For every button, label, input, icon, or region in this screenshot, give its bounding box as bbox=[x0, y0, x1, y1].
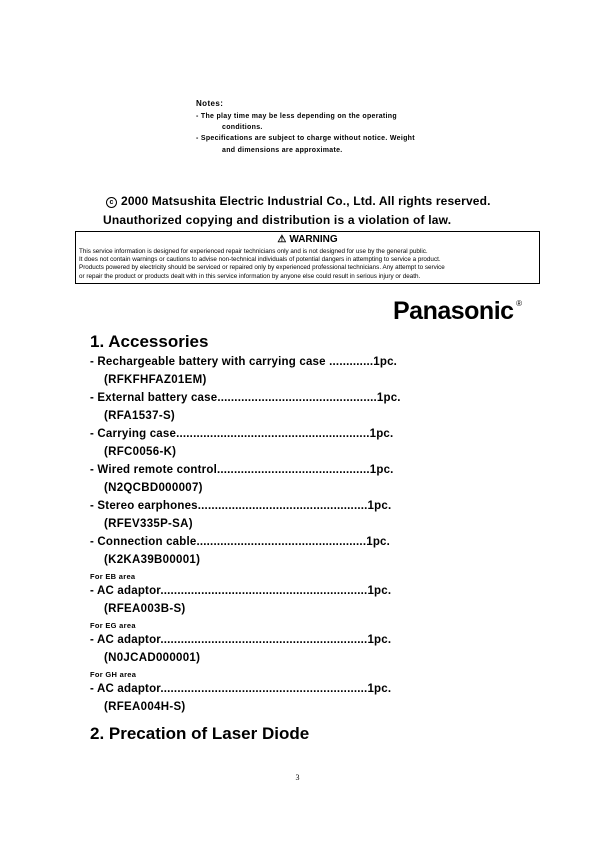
accessory-item: - Carrying case.........................................................1pc. bbox=[90, 428, 394, 440]
warning-triangle-icon: ⚠ bbox=[277, 234, 287, 245]
notes-title: Notes: bbox=[196, 99, 224, 108]
warning-line: or repair the product or products dealt with in this service information by anyone else could result in serious injury or death. bbox=[79, 272, 421, 280]
page-number: 3 bbox=[295, 773, 300, 782]
accessory-code: (K2KA39B00001) bbox=[104, 554, 201, 566]
warning-line: It does not contain warnings or cautions to advise non-technical individuals of potential dangers in attempting to service a product. bbox=[79, 256, 441, 264]
warning-line: Products powered by electricity should be serviced or repaired only by experienced professional technicians. Any attempt to service bbox=[79, 264, 445, 272]
section-title-accessories: 1. Accessories bbox=[90, 332, 209, 351]
logo-text: Panasonic bbox=[393, 297, 514, 325]
area-label: For EG area bbox=[90, 621, 136, 630]
area-label: For EB area bbox=[90, 572, 136, 581]
copyright-line bbox=[106, 194, 491, 208]
registered-mark: ® bbox=[516, 299, 522, 308]
copyright-text: 2000 Matsushita Electric Industrial Co., Ltd. All rights reserved. bbox=[121, 194, 491, 208]
accessory-code: (RFKFHFAZ01EM) bbox=[104, 374, 207, 386]
accessory-code: (RFEV335P-SA) bbox=[104, 518, 193, 530]
accessory-item: - AC adaptor.............................................................1pc. bbox=[90, 585, 392, 597]
accessory-item: - Rechargeable battery with carrying case .............1pc. bbox=[90, 356, 398, 368]
accessory-item: - External battery case...............................................1pc. bbox=[90, 392, 401, 404]
accessory-code: (RFC0056-K) bbox=[104, 446, 177, 458]
warning-title: WARNING bbox=[289, 234, 338, 245]
copyright-icon: c bbox=[106, 197, 117, 208]
note-specifications: - Specifications are subject to charge without notice. Weight bbox=[196, 135, 415, 142]
accessory-code: (N2QCBD000007) bbox=[104, 482, 203, 494]
warning-box bbox=[75, 231, 540, 284]
warning-header bbox=[76, 234, 539, 245]
warning-line: This service information is designed for experienced repair technicians only and is not designed for use by the general public. bbox=[79, 248, 428, 255]
accessory-code: (RFEA004H-S) bbox=[104, 701, 186, 713]
accessory-item: - AC adaptor.............................................................1pc. bbox=[90, 683, 392, 695]
accessory-code: (RFA1537-S) bbox=[104, 410, 176, 422]
accessory-item: - AC adaptor.............................................................1pc. bbox=[90, 634, 392, 646]
accessory-code: (RFEA003B-S) bbox=[104, 603, 186, 615]
area-label: For GH area bbox=[90, 670, 137, 679]
section-title-laser-diode: 2. Precation of Laser Diode bbox=[90, 724, 310, 743]
accessory-item: - Wired remote control.............................................1pc. bbox=[90, 464, 394, 476]
copyright-notice: Unauthorized copying and distribution is a violation of law. bbox=[103, 213, 452, 227]
accessory-code: (N0JCAD000001) bbox=[104, 652, 201, 664]
accessory-item: - Connection cable..................................................1pc. bbox=[90, 536, 391, 548]
note-play-time-cont: conditions. bbox=[222, 124, 263, 131]
panasonic-logo bbox=[393, 297, 522, 326]
warning-text bbox=[79, 248, 539, 281]
note-play-time: - The play time may be less depending on the operating bbox=[196, 113, 397, 120]
note-specifications-cont: and dimensions are approximate. bbox=[222, 147, 343, 154]
accessory-item: - Stereo earphones..................................................1pc. bbox=[90, 500, 392, 512]
